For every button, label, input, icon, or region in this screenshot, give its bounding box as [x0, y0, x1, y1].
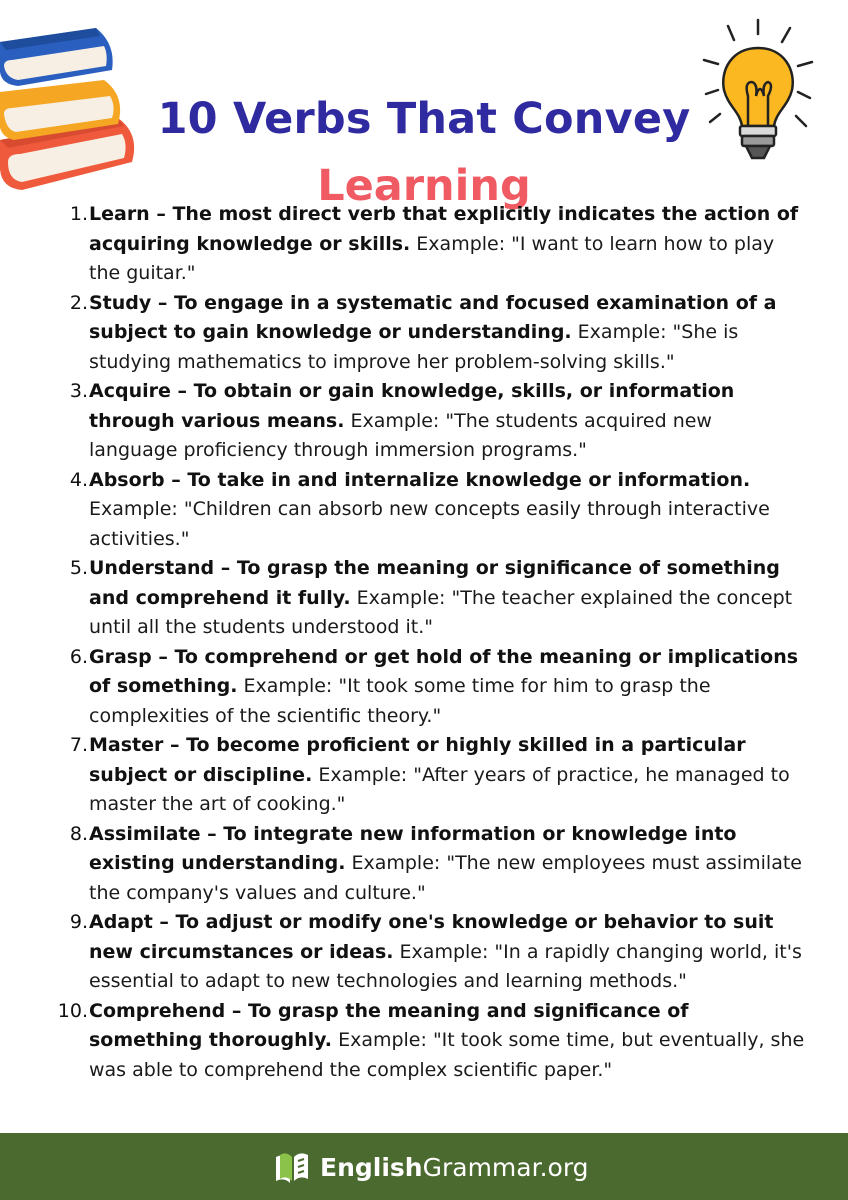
- list-item: [0, 997, 848, 1086]
- item-number: 10.: [57, 999, 88, 1022]
- item-separator: –: [152, 911, 176, 933]
- list-item: [0, 377, 848, 466]
- item-number: 4.: [69, 468, 88, 491]
- item-separator: –: [151, 291, 175, 314]
- list-item: [0, 820, 848, 909]
- item-example: Example: "It took some time, but eventually, she was able to comprehend the complex scientific paper.": [89, 1029, 805, 1081]
- item-term: Acquire: [89, 380, 171, 402]
- item-definition: To comprehend or get hold of the meaning or implications of something.: [89, 645, 799, 697]
- verb-list: [0, 200, 848, 1085]
- item-definition: To integrate new information or knowledge into existing understanding.: [89, 822, 737, 874]
- item-example: Example: "Children can absorb new concepts easily through interactive activities.": [89, 498, 770, 550]
- brand-name-bold: English: [320, 1152, 423, 1182]
- item-definition: To adjust or modify one's knowledge or behavior to suit new circumstances or ideas.: [89, 911, 774, 963]
- item-number: 8.: [69, 822, 88, 845]
- item-text: [89, 200, 805, 289]
- item-term: Comprehend: [89, 999, 226, 1022]
- list-item: [0, 643, 848, 732]
- list-item: [0, 908, 848, 997]
- item-text: [89, 289, 805, 378]
- item-separator: –: [225, 999, 248, 1022]
- item-text: [89, 466, 805, 555]
- item-separator: –: [163, 734, 187, 756]
- item-separator: –: [170, 380, 194, 402]
- brand-name-regular: Grammar.org: [422, 1152, 589, 1182]
- item-number: 6.: [69, 645, 88, 668]
- item-number: 2.: [69, 291, 88, 314]
- item-number: 1.: [69, 203, 88, 225]
- item-definition: To become proficient or highly skilled in a particular subject or discipline.: [89, 734, 746, 786]
- item-term: Learn: [89, 203, 150, 225]
- item-definition: To obtain or gain knowledge, skills, or information through various means.: [89, 380, 735, 432]
- item-term: Adapt: [89, 911, 153, 933]
- item-definition: To take in and internalize knowledge or information.: [187, 468, 751, 491]
- list-item: [0, 466, 848, 555]
- item-text: [89, 997, 805, 1086]
- book-logo-icon: [272, 1147, 312, 1187]
- item-definition: To engage in a systematic and focused examination of a subject to gain knowledge or understanding.: [89, 291, 777, 343]
- item-text: [89, 643, 805, 732]
- item-example: Example: "The students acquired new language proficiency through immersion programs.": [89, 409, 712, 461]
- item-text: [89, 908, 805, 997]
- item-example: Example: "It took some time for him to grasp the complexities of the scientific theory.": [89, 675, 711, 727]
- item-text: [89, 731, 805, 820]
- item-separator: –: [214, 557, 237, 579]
- item-number: 9.: [69, 911, 88, 933]
- item-term: Grasp: [89, 645, 152, 668]
- item-definition: To grasp the meaning and significance of something thoroughly.: [89, 999, 689, 1051]
- item-definition: The most direct verb that explicitly indicates the action of acquiring knowledge or skills.: [89, 203, 799, 255]
- footer-bar: [0, 1133, 848, 1200]
- item-example: Example: "In a rapidly changing world, it's essential to adapt to new technologies and learning methods.": [89, 940, 802, 992]
- item-term: Master: [89, 734, 164, 756]
- item-separator: –: [151, 645, 175, 668]
- item-separator: –: [200, 822, 224, 845]
- item-term: Study: [89, 291, 152, 314]
- item-term: Understand: [89, 557, 215, 579]
- list-item: [0, 554, 848, 643]
- light-bulb-icon: [696, 18, 828, 168]
- item-separator: –: [164, 468, 188, 491]
- item-example: Example: "I want to learn how to play the guitar.": [89, 232, 775, 284]
- item-number: 3.: [69, 380, 88, 402]
- item-separator: –: [149, 203, 173, 225]
- item-number: 7.: [69, 734, 88, 756]
- list-item: [0, 200, 848, 289]
- item-term: Absorb: [89, 468, 165, 491]
- item-example: Example: "She is studying mathematics to improve her problem-solving skills.": [89, 321, 739, 373]
- item-text: [89, 377, 805, 466]
- list-item: [0, 289, 848, 378]
- item-number: 5.: [69, 557, 88, 579]
- item-example: Example: "After years of practice, he managed to master the art of cooking.": [89, 763, 790, 815]
- item-text: [89, 820, 805, 909]
- item-example: Example: "The teacher explained the concept until all the students understood it.": [89, 586, 793, 638]
- list-item: [0, 731, 848, 820]
- page-subtitle: Learning: [317, 160, 531, 211]
- item-term: Assimilate: [89, 822, 201, 845]
- item-example: Example: "The new employees must assimilate the company's values and culture.": [89, 852, 802, 904]
- item-text: [89, 554, 805, 643]
- brand-logo[interactable]: [272, 1147, 589, 1187]
- brand-name: [320, 1153, 589, 1182]
- item-definition: To grasp the meaning or significance of something and comprehend it fully.: [89, 557, 780, 609]
- page-title: 10 Verbs That Convey: [157, 93, 691, 144]
